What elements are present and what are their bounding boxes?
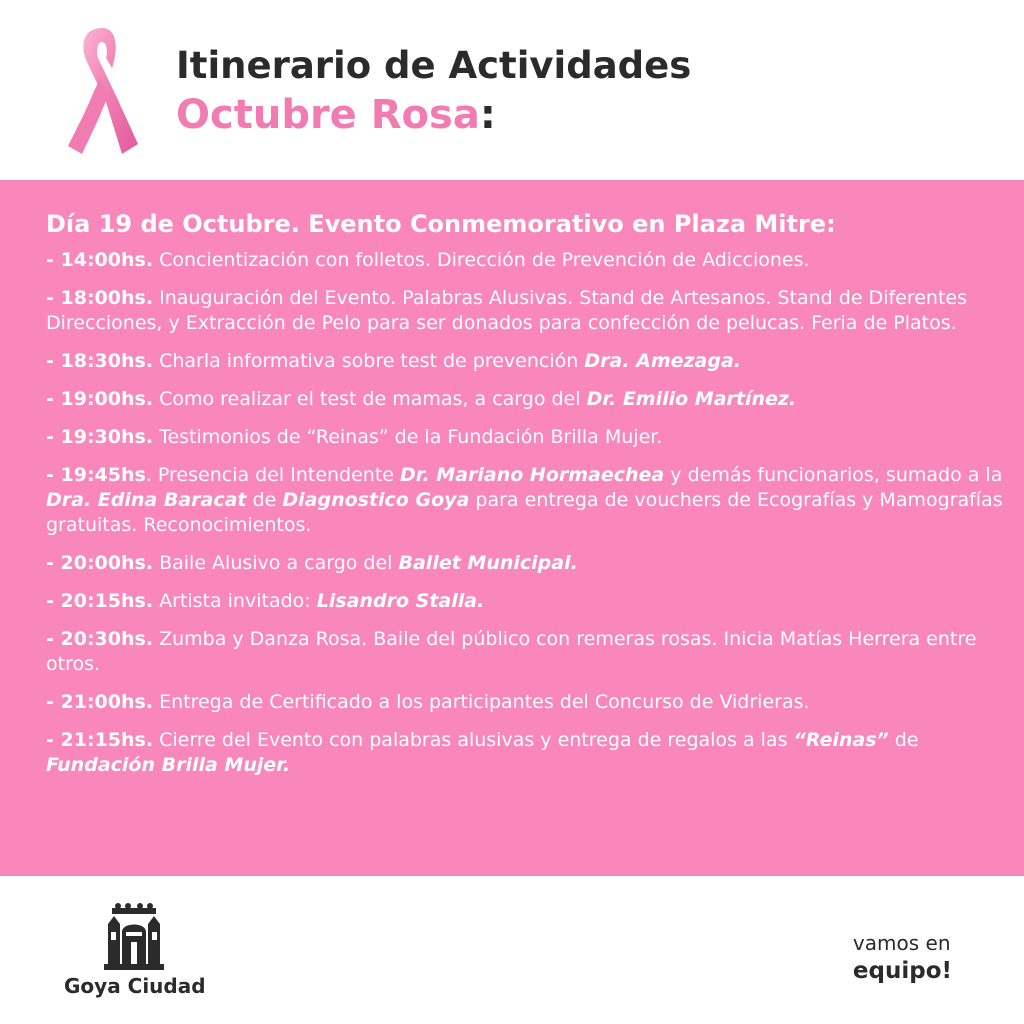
schedule-time: - 21:15hs. (46, 729, 154, 751)
schedule-item (46, 387, 1006, 412)
highlighted-name: Fundación Brilla Mujer. (46, 754, 291, 776)
schedule-item (46, 286, 1006, 336)
schedule-panel (0, 180, 1024, 876)
schedule-item (46, 589, 1006, 614)
highlighted-name: Dr. Emilio Martínez. (586, 388, 797, 410)
schedule-time: - 19:00hs. (46, 388, 154, 410)
schedule-time: - 20:30hs. (46, 628, 154, 650)
highlighted-name: “Reinas” (793, 729, 889, 751)
highlighted-name: Dr. Mariano Hormaechea (400, 464, 665, 486)
slogan (853, 930, 952, 986)
schedule-text: Zumba y Danza Rosa. Baile del público con remeras rosas. Inicia Matías Herrera entre otros. (46, 628, 977, 675)
schedule-text: Entrega de Certificado a los participantes del Concurso de Vidrieras. (153, 691, 810, 713)
pink-ribbon-icon (60, 22, 144, 158)
schedule-text: de (246, 489, 283, 511)
schedule-text: Testimonios de “Reinas” de la Fundación Brilla Mujer. (153, 426, 663, 448)
slogan-line1: vamos en (852, 931, 951, 955)
subtitle-colon: : (479, 92, 496, 138)
header (0, 0, 1024, 180)
schedule-item (46, 425, 1006, 450)
schedule-text: Inauguración del Evento. Palabras Alusivas. Stand de Artesanos. Stand de Diferentes Direcciones, y Extracción de Pelo para ser donados para confección de pelucas. Feria de Platos. (46, 287, 968, 334)
town-hall-logo-icon (104, 902, 164, 970)
schedule-time: - 21:00hs. (46, 691, 154, 713)
schedule-time: - 19:30hs. (46, 426, 154, 448)
schedule-text: Baile Alusivo a cargo del (153, 552, 399, 574)
schedule-text: Cierre del Evento con palabras alusivas y entrega de regalos a las (153, 729, 794, 751)
schedule-item (46, 551, 1006, 576)
highlighted-name: Ballet Municipal. (398, 552, 578, 574)
highlighted-name: Dra. Amezaga. (584, 350, 742, 372)
schedule-item (46, 463, 1006, 538)
schedule-time: - 14:00hs. (46, 249, 154, 271)
schedule-time: - 20:15hs. (46, 590, 154, 612)
schedule-text: para entrega de vouchers de Ecografías y Mamografías gratuitas. Reconocimientos. (46, 489, 1003, 536)
day-heading: Día 19 de Octubre. Evento Conmemorativo en Plaza Mitre: (46, 210, 836, 238)
logo-text: Goya Ciudad (64, 974, 206, 998)
schedule-item (46, 349, 1006, 374)
schedule-time: - 19:45hs (46, 464, 146, 486)
schedule-time: - 18:00hs. (46, 287, 154, 309)
schedule-text: Artista invitado: (153, 590, 317, 612)
footer (0, 876, 1024, 1024)
schedule-content (46, 208, 1006, 791)
highlighted-name: Dra. Edina Baracat (46, 489, 247, 511)
schedule-time: - 18:30hs. (46, 350, 154, 372)
highlighted-name: Lisandro Stalla. (316, 590, 485, 612)
schedule-text: Como realizar el test de mamas, a cargo del (153, 388, 587, 410)
schedule-text: Charla informativa sobre test de prevención (153, 350, 585, 372)
slogan-line2: equipo! (852, 958, 952, 984)
schedule-item (46, 248, 1006, 273)
page-subtitle (176, 92, 496, 138)
schedule-text: y demás funcionarios, sumado a la (664, 464, 1003, 486)
schedule-item (46, 690, 1006, 715)
schedule-text: de (888, 729, 919, 751)
schedule-item (46, 627, 1006, 677)
schedule-list (46, 248, 1006, 778)
schedule-text: . Presencia del Intendente (145, 464, 401, 486)
subtitle-text: Octubre Rosa (176, 92, 480, 138)
schedule-time: - 20:00hs. (46, 552, 154, 574)
schedule-item (46, 728, 1006, 778)
highlighted-name: Diagnostico Goya (282, 489, 470, 511)
schedule-text: Concientización con folletos. Dirección de Prevención de Adicciones. (153, 249, 810, 271)
page-title: Itinerario de Actividades (176, 44, 692, 87)
